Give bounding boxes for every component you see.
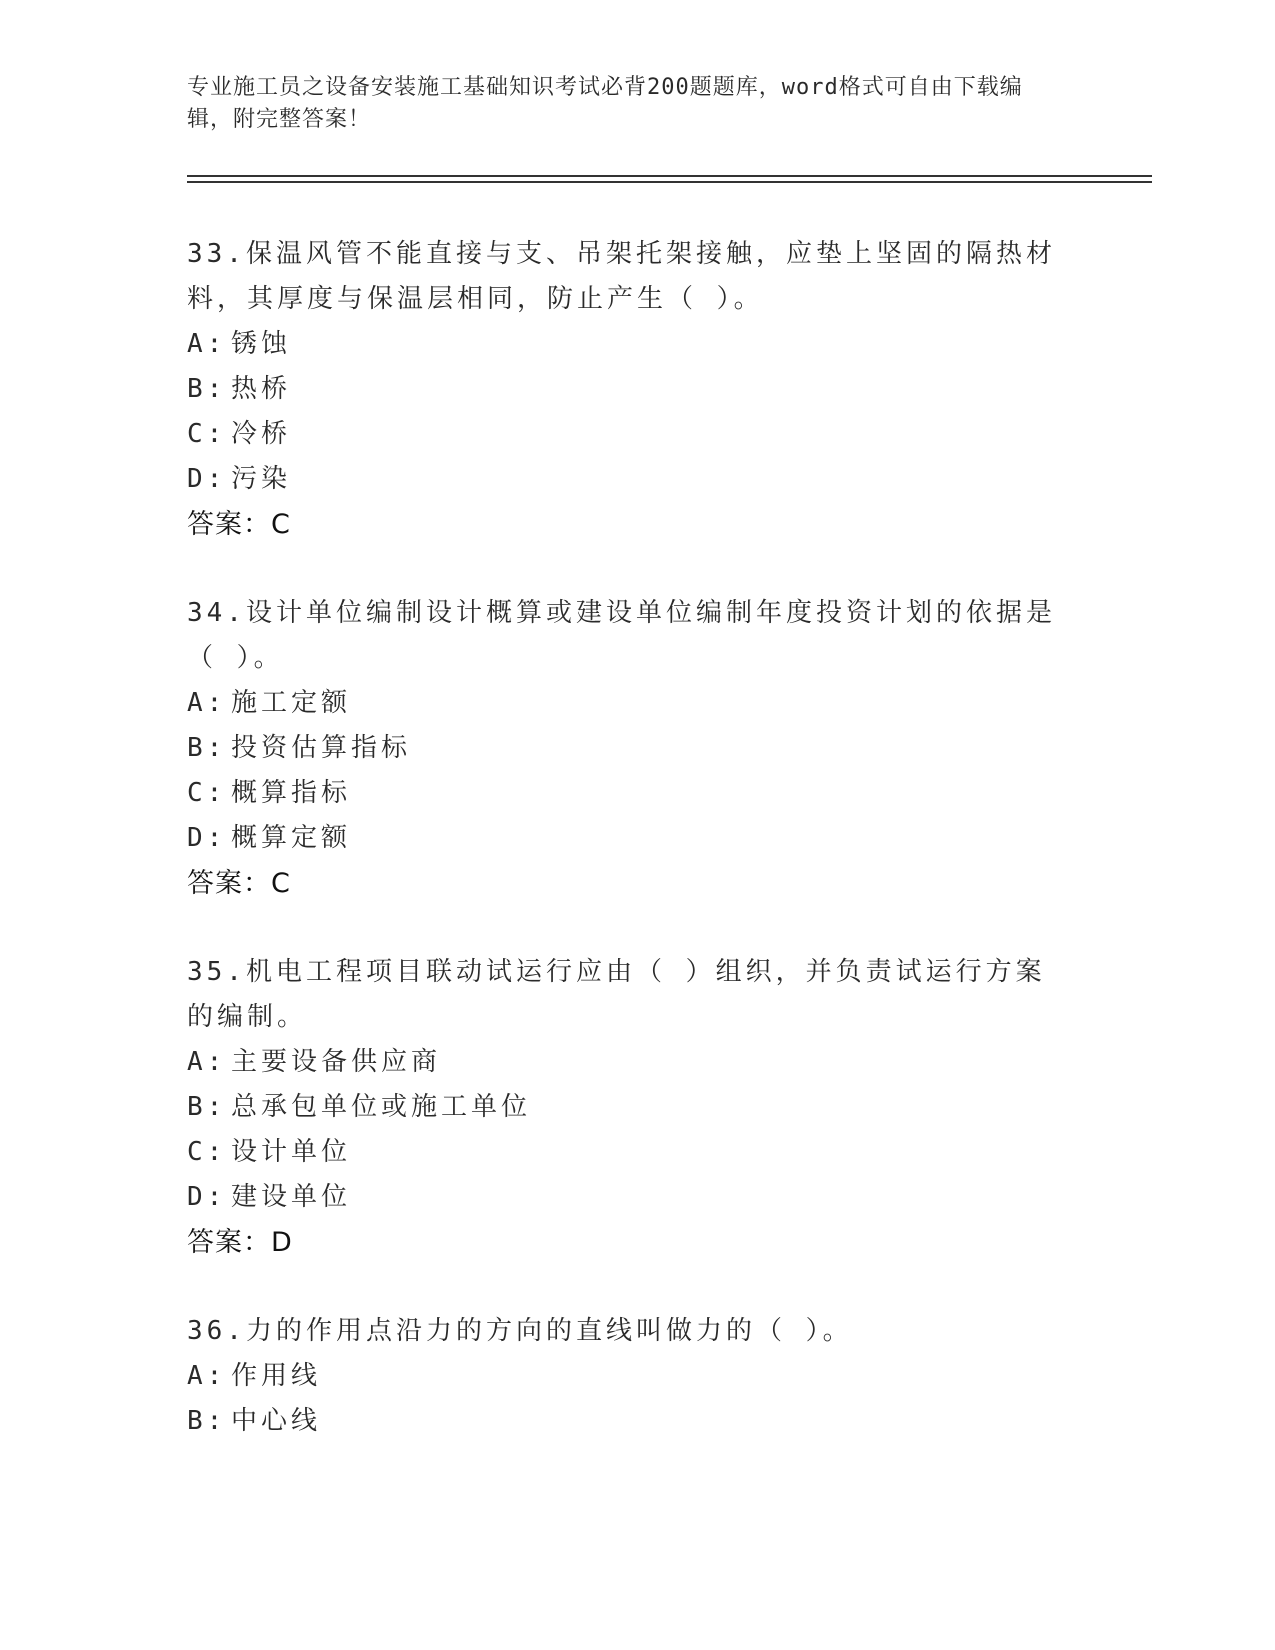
option-b (187, 1085, 1067, 1130)
option-letter: B: (187, 1092, 227, 1122)
option-a (187, 1040, 1067, 1085)
answer-line: 答案：D (187, 1227, 293, 1258)
option-text: 总承包单位或施工单位 (231, 1092, 532, 1122)
option-c (187, 412, 1067, 457)
option-letter: A: (187, 1047, 227, 1077)
option-letter: C: (187, 778, 227, 808)
option-text: 概算定额 (231, 823, 352, 853)
option-b (187, 367, 1067, 412)
option-c (187, 1130, 1067, 1175)
option-letter: D: (187, 1182, 227, 1212)
option-text: 作用线 (231, 1361, 322, 1391)
option-a (187, 322, 1067, 367)
question-text: 34.设计单位编制设计概算或建设单位编制年度投资计划的依据是（ ）。 (187, 598, 1056, 673)
option-list (187, 322, 1067, 502)
option-text: 主要设备供应商 (231, 1047, 442, 1077)
option-text: 施工定额 (231, 688, 352, 718)
option-text: 热桥 (231, 374, 292, 404)
header-rule-bottom (187, 181, 1152, 183)
option-text: 投资估算指标 (231, 733, 412, 763)
option-text: 冷桥 (231, 419, 292, 449)
option-d (187, 816, 1067, 861)
option-list (187, 1040, 1067, 1220)
option-list (187, 1354, 1067, 1444)
question-33 (187, 232, 1067, 547)
option-d (187, 457, 1067, 502)
question-35 (187, 950, 1067, 1265)
option-letter: D: (187, 823, 227, 853)
option-letter: C: (187, 419, 227, 449)
option-text: 污染 (231, 464, 292, 494)
option-letter: B: (187, 733, 227, 763)
option-letter: A: (187, 688, 227, 718)
option-c (187, 771, 1067, 816)
option-list (187, 681, 1067, 861)
option-text: 概算指标 (231, 778, 352, 808)
option-a (187, 681, 1067, 726)
answer-line: 答案：C (187, 868, 291, 899)
question-text: 36.力的作用点沿力的方向的直线叫做力的（ ）。 (187, 1316, 853, 1346)
question-34 (187, 591, 1067, 906)
answer-line: 答案：C (187, 509, 291, 540)
question-text: 35.机电工程项目联动试运行应由（ ）组织，并负责试运行方案的编制。 (187, 957, 1046, 1032)
option-b (187, 726, 1067, 771)
question-list (187, 232, 1067, 1488)
document-header: 专业施工员之设备安装施工基础知识考试必背200题题库，word格式可自由下载编辑，附完整答案！ (187, 75, 1023, 132)
option-letter: C: (187, 1137, 227, 1167)
option-letter: B: (187, 1406, 227, 1436)
option-d (187, 1175, 1067, 1220)
option-letter: D: (187, 464, 227, 494)
question-text: 33.保温风管不能直接与支、吊架托架接触，应垫上坚固的隔热材料，其厚度与保温层相同，防止产生（ ）。 (187, 239, 1056, 314)
question-36 (187, 1309, 1067, 1444)
option-letter: A: (187, 329, 227, 359)
option-letter: B: (187, 374, 227, 404)
option-text: 设计单位 (231, 1137, 352, 1167)
option-letter: A: (187, 1361, 227, 1391)
header-rule-top (187, 175, 1152, 177)
option-text: 建设单位 (231, 1182, 352, 1212)
option-text: 中心线 (231, 1406, 322, 1436)
option-a (187, 1354, 1067, 1399)
option-text: 锈蚀 (231, 329, 292, 359)
option-b (187, 1399, 1067, 1444)
